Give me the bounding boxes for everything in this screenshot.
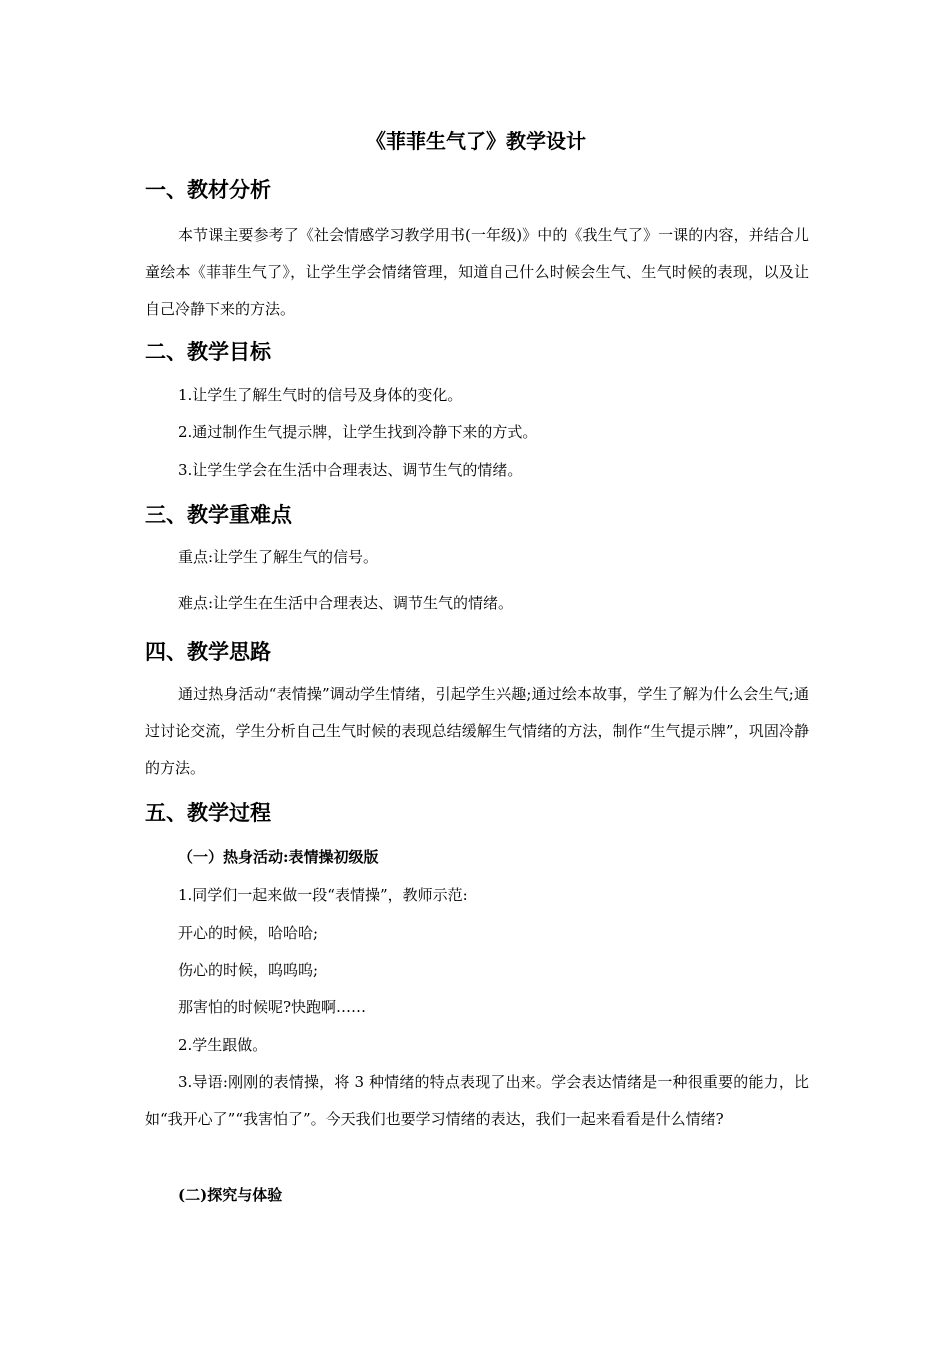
process-line-1: 1.同学们一起来做一段“表情操”，教师示范: [178, 886, 468, 904]
process-line-2: 开心的时候，哈哈哈; [178, 924, 319, 942]
approach-paragraph: 通过热身活动“表情操”调动学生情绪，引起学生兴趣;通过绘本故事，学生了解为什么会生气;通过讨论交流，学生分析自己生气时候的表现总结缓解生气情绪的方法，制作“生气提示牌”，巩固冷静的方法。 [145, 685, 809, 777]
objective-item-2: 2.通过制作生气提示牌，让学生找到冷静下来的方式。 [178, 423, 538, 441]
difficult-point-item: 难点:让学生在生活中合理表达、调节生气的情绪。 [178, 594, 514, 612]
objective-item-1: 1.让学生了解生气时的信号及身体的变化。 [178, 386, 463, 404]
materials-paragraph: 本节课主要参考了《社会情感学习教学用书(一年级)》中的《我生气了》一课的内容，并结合儿童绘本《菲菲生气了》，让学生学会情绪管理，知道自己什么时候会生气、生气时候的表现，以及让自己冷静下来的方法。 [145, 226, 809, 318]
key-point-item: 重点:让学生了解生气的信号。 [178, 548, 379, 566]
subheading-explore: (二)探究与体验 [178, 1186, 283, 1204]
document-title: 《菲菲生气了》教学设计 [366, 129, 586, 153]
objective-item-3: 3.让学生学会在生活中合理表达、调节生气的情绪。 [178, 461, 523, 479]
process-line-5: 2.学生跟做。 [178, 1036, 268, 1054]
section-heading-objectives: 二、教学目标 [145, 339, 271, 364]
section-heading-process: 五、教学过程 [145, 800, 271, 825]
section-heading-materials: 一、教材分析 [145, 177, 271, 202]
process-line-3: 伤心的时候，呜呜呜; [178, 961, 319, 979]
section-heading-approach: 四、教学思路 [145, 639, 271, 664]
process-line-4: 那害怕的时候呢?快跑啊…… [178, 998, 367, 1016]
section-heading-key-points: 三、教学重难点 [145, 502, 292, 527]
process-paragraph: 3.导语:刚刚的表情操，将 3 种情绪的特点表现了出来。学会表达情绪是一种很重要的能力，比如“我开心了”“我害怕了”。今天我们也要学习情绪的表达，我们一起来看看是什么情绪? [145, 1073, 809, 1128]
subheading-warmup: （一）热身活动:表情操初级版 [178, 848, 379, 866]
